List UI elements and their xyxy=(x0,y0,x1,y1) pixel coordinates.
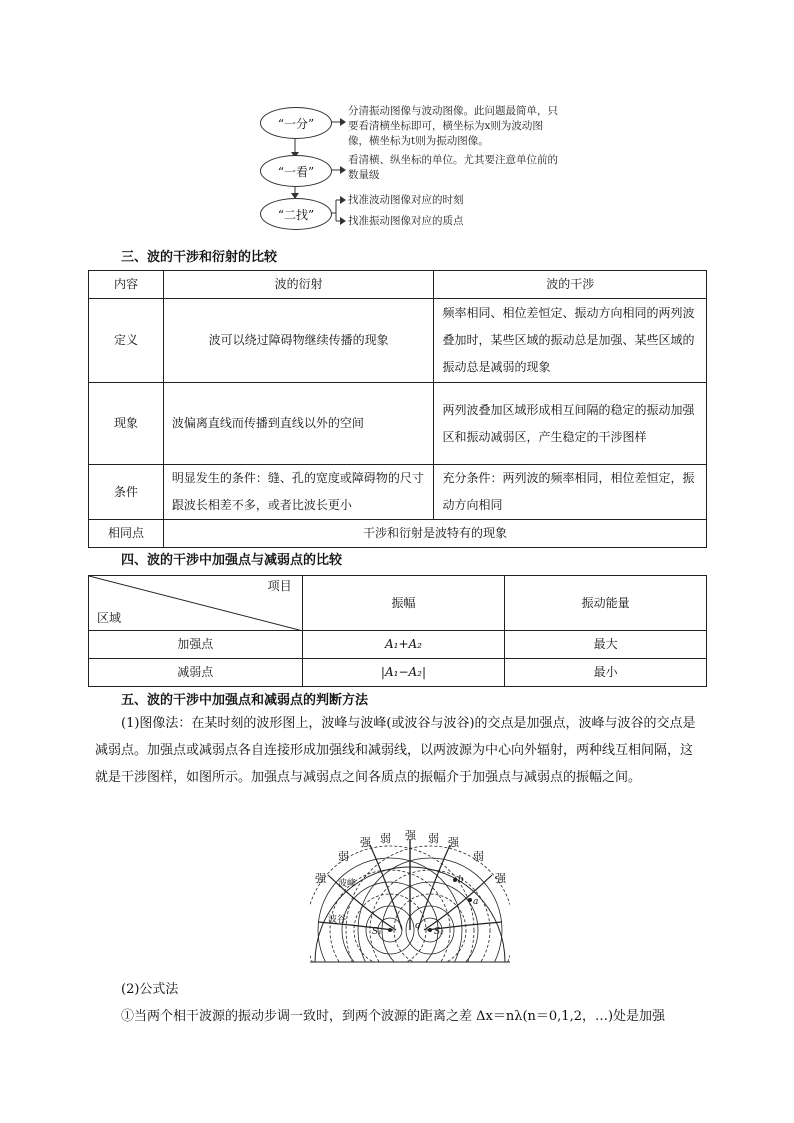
amplitude-cell: |A₁−A₂| xyxy=(302,659,505,687)
fig-label-crest: 波峰 xyxy=(338,879,357,889)
fig-label-c: c xyxy=(415,921,421,931)
row-label: 定义 xyxy=(89,299,164,383)
paragraph-formula-title: (2)公式法 xyxy=(121,982,179,997)
table-row xyxy=(89,465,707,520)
fig-label-trough: 波谷 xyxy=(328,915,347,925)
fig-label-strong-4: 强 xyxy=(495,872,506,885)
row-label: 减弱点 xyxy=(89,659,303,687)
table-header-row xyxy=(89,271,707,299)
section5-heading: 五、波的干涉中加强点和减弱点的判断方法 xyxy=(121,693,369,708)
header-diffraction: 波的衍射 xyxy=(163,271,434,299)
fig-label-weak-3: 弱 xyxy=(338,850,349,863)
flow-step-3: “二找” xyxy=(260,198,332,230)
point-a-dot xyxy=(468,898,472,902)
section4-heading: 四、波的干涉中加强点与减弱点的比较 xyxy=(121,553,343,568)
fig-label-a: a xyxy=(473,897,479,907)
comparison-table xyxy=(88,270,707,548)
table-row xyxy=(89,659,707,687)
fig-label-weak-4: 弱 xyxy=(473,850,484,863)
common-cell: 干涉和衍射是波特有的现象 xyxy=(163,520,706,548)
header-content: 内容 xyxy=(89,271,164,299)
fig-label-s2: S₂ xyxy=(434,927,444,937)
flow-note-1: 分清振动图像与波动图像。此问题最简单，只要看清横坐标即可，横坐标为x则为波动图像，横坐标为t则为振动图像。 xyxy=(348,105,558,147)
row-label: 条件 xyxy=(89,465,164,520)
flow-step-2: “一看” xyxy=(260,155,332,187)
row-label: 加强点 xyxy=(89,631,303,659)
energy-cell: 最大 xyxy=(505,631,707,659)
flow-note-2: 看清横、纵坐标的单位。尤其要注意单位前的数量级 xyxy=(348,154,558,181)
flow-note-3b: 找准振动图像对应的质点 xyxy=(348,215,464,227)
source-s1-dot xyxy=(388,928,392,932)
energy-cell: 最小 xyxy=(505,659,707,687)
fig-label-strong-2: 强 xyxy=(448,836,459,849)
paragraph-formula-1: ①当两个相干波源的振动步调一致时，到两个波源的距离之差 Δx＝nλ(n＝0,1,2，…)处是加强 xyxy=(121,1009,666,1024)
fig-label-strong-1: 强 xyxy=(360,836,371,849)
diagonal-header-cell xyxy=(89,576,303,631)
paragraph-image-method: (1)图像法：在某时刻的波形图上，波峰与波峰(或波谷与波谷)的交点是加强点，波峰与波谷的交点是减弱点。加强点或减弱点各自连接形成加强线和减弱线，以两波源为中心向外辐射，两种线互相间隔，这就是干涉图样，如图所示。加强点与减弱点之间各质点的振幅介于加强点与减弱点的振幅之间。 xyxy=(95,716,696,785)
table-row xyxy=(89,299,707,383)
flow-step-1: “一分” xyxy=(260,107,332,139)
fig-label-strong-3: 强 xyxy=(315,872,326,885)
row-label: 现象 xyxy=(89,383,164,465)
table-row xyxy=(89,631,707,659)
interference-cell: 充分条件：两列波的频率相同，相位差恒定，振动方向相同 xyxy=(434,465,707,520)
table-row xyxy=(89,383,707,465)
header-interference: 波的干涉 xyxy=(434,271,707,299)
diffraction-cell: 明显发生的条件：缝、孔的宽度或障碍物的尺寸跟波长相差不多，或者比波长更小 xyxy=(163,465,434,520)
header-amplitude: 振幅 xyxy=(302,576,505,631)
point-b-dot xyxy=(453,878,457,882)
corner-bottom-label: 区域 xyxy=(97,611,122,625)
section3-heading: 三、波的干涉和衍射的比较 xyxy=(121,250,278,265)
source-s2-dot xyxy=(428,928,432,932)
points-table xyxy=(88,575,707,687)
interference-cell: 两列波叠加区域形成相互间隔的稳定的振动加强区和振动减弱区，产生稳定的干涉图样 xyxy=(434,383,707,465)
table-row xyxy=(89,520,707,548)
amplitude-cell: A₁+A₂ xyxy=(302,631,505,659)
corner-top-label: 项目 xyxy=(267,579,292,593)
fig-label-weak-2: 弱 xyxy=(428,832,439,845)
diffraction-cell: 波偏离直线而传播到直线以外的空间 xyxy=(163,383,434,465)
header-energy: 振动能量 xyxy=(505,576,707,631)
interference-cell: 频率相同、相位差恒定、振动方向相同的两列波叠加时，某些区域的振动总是加强、某些区域的振动总是减弱的现象 xyxy=(434,299,707,383)
flow-note-3a: 找准波动图像对应的时刻 xyxy=(348,194,464,206)
interference-figure xyxy=(310,830,510,965)
fig-label-weak-1: 弱 xyxy=(380,832,391,845)
fig-label-s1: S₁ xyxy=(372,927,382,937)
fig-label-strong-top: 强 xyxy=(405,830,416,842)
diffraction-cell: 波可以绕过障碍物继续传播的现象 xyxy=(163,299,434,383)
row-label: 相同点 xyxy=(89,520,164,548)
table-header-row xyxy=(89,576,707,631)
fig-label-b: b xyxy=(458,875,464,885)
